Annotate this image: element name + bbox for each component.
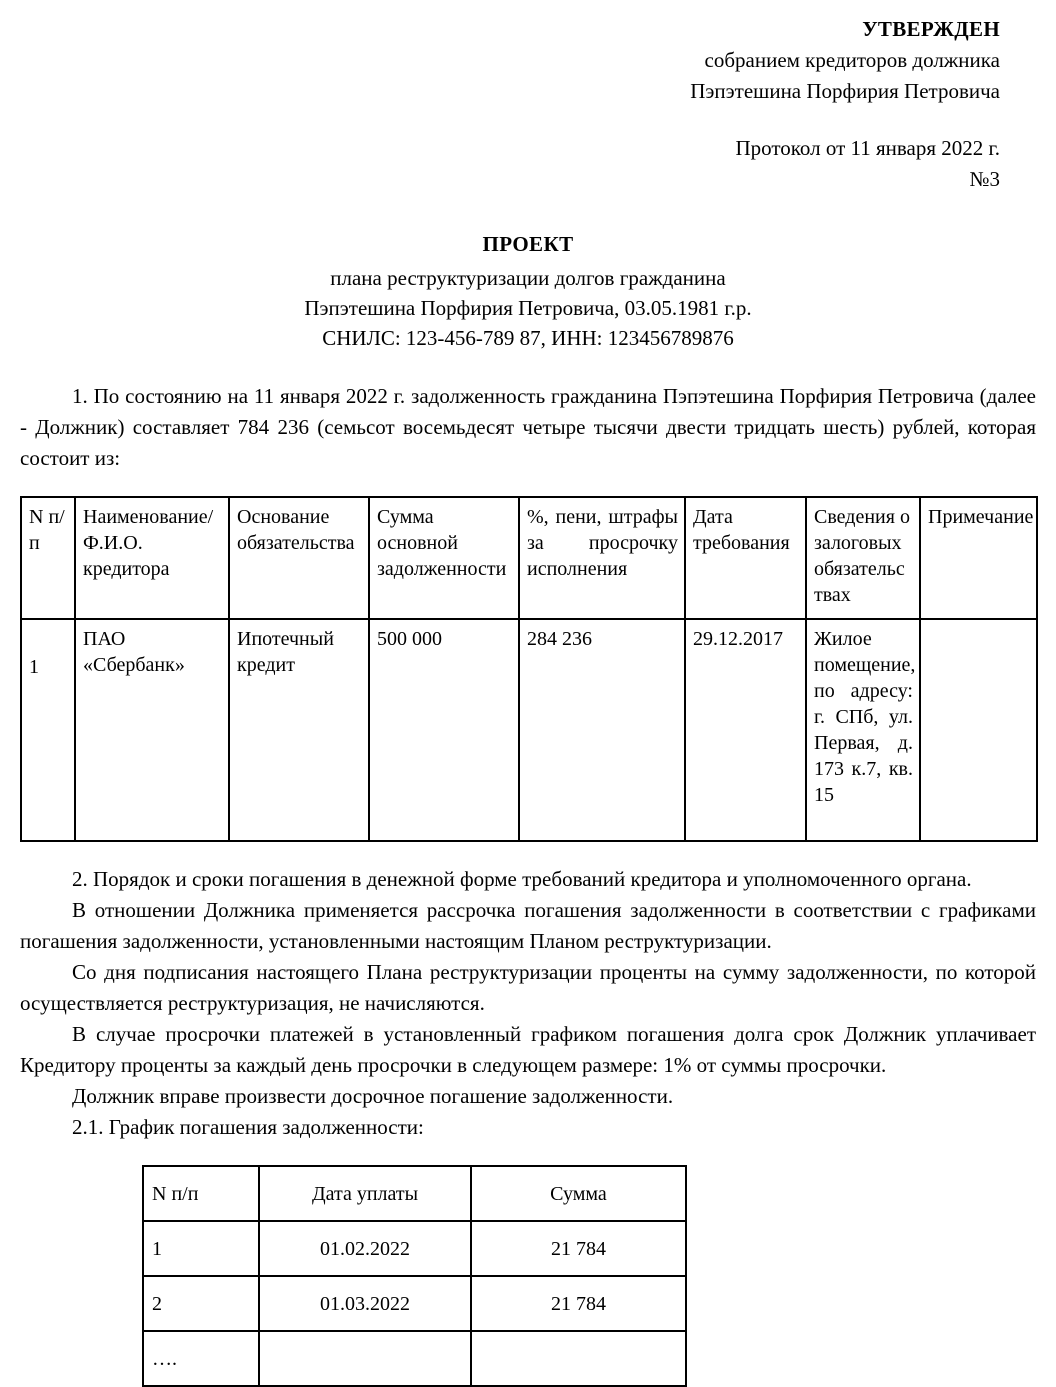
column-header-number: N п/п [21,497,75,619]
cell-obligation-basis: Ипотечный кредит [229,619,369,841]
schedule-cell-amount: 21 784 [471,1221,686,1276]
column-header-pledge: Сведения о залоговых обязательс твах [806,497,920,619]
column-header-basis: Основание обязательства [229,497,369,619]
approval-body-line: собранием кредиторов должника [704,48,1000,72]
page-title: ПРОЕКТ [482,232,574,256]
paragraph-6: Должник вправе произвести досрочное погашение задолженности. [72,1084,674,1108]
cell-penalties-amount: 284 236 [519,619,685,841]
schedule-column-header-number: N п/п [143,1166,259,1221]
protocol-number: №3 [969,167,1000,191]
paragraph-2: 2. Порядок и сроки погашения в денежной форме требований кредитора и уполномоченного органа. [72,867,972,891]
creditor-debt-table [20,496,1038,842]
spacer [20,842,1036,864]
schedule-cell-number: 2 [143,1276,259,1331]
paragraph-1: 1. По состоянию на 11 января 2022 г. задолженность гражданина Пэпэтешина Порфирия Петровича (далее - Должник) составляет 784 236 (семьсот восемьдесят четыре тысячи двести тридцать шесть) рублей, которая состоит из: [20,384,1036,470]
paragraph-5: В случае просрочки платежей в установленный графиком погашения долга срок Должник уплачивает Кредитору проценты за каждый день просрочки в следующем размере: 1% от суммы просрочки. [20,1022,1036,1077]
protocol-reference [20,133,1036,195]
table-row [143,1331,686,1386]
cell-row-number: 1 [21,619,75,841]
schedule-cell-number: 1 [143,1221,259,1276]
document-title-block [20,229,1036,353]
protocol-date: Протокол от 11 января 2022 г. [735,136,1000,160]
document-subtitle-1: плана реструктуризации долгов гражданина [330,266,726,290]
cell-note [920,619,1037,841]
section-2-text [20,842,1036,1143]
cell-creditor-name: ПАО «Сбербанк» [75,619,229,841]
schedule-cell-number: …. [143,1331,259,1386]
table-row [21,619,1037,841]
schedule-cell-amount: 21 784 [471,1276,686,1331]
column-header-penalties: %, пени, штрафы за просрочку исполнения [519,497,685,619]
cell-claim-date: 29.12.2017 [685,619,806,841]
cell-pledge-details: Жилое помещение, по адресу: г. СПб, ул. Первая, д. 173 к.7, кв. 15 [806,619,920,841]
paragraph-3: В отношении Должника применяется рассрочка погашения задолженности в соответствии с графиками погашения задолженности, установленными настоящим Планом реструктуризации. [20,898,1036,953]
approval-debtor-name: Пэпэтешина Порфирия Петровича [690,79,1000,103]
column-header-claim-date: Дата требования [685,497,806,619]
document-subtitle-2: Пэпэтешина Порфирия Петровича, 03.05.1981 г.р. [304,296,752,320]
section-1-text [20,381,1036,474]
table-row [143,1276,686,1331]
schedule-cell-date: 01.03.2022 [259,1276,471,1331]
cell-principal-amount: 500 000 [369,619,519,841]
approval-header [20,0,1036,107]
payment-schedule-wrapper [20,1165,1036,1387]
document-identifiers: СНИЛС: 123-456-789 87, ИНН: 123456789876 [322,326,734,350]
column-header-note: Примечание [920,497,1037,619]
schedule-cell-date [259,1331,471,1386]
paragraph-7-schedule-label: 2.1. График погашения задолженности: [72,1115,424,1139]
table-row [143,1221,686,1276]
schedule-column-header-amount: Сумма [471,1166,686,1221]
paragraph-4: Со дня подписания настоящего Плана реструктуризации проценты на сумму задолженности, по которой осуществляется реструктуризация, не начисляются. [20,960,1036,1015]
table-header-row [21,497,1037,619]
column-header-principal: Сумма основной задолженности [369,497,519,619]
schedule-header-row [143,1166,686,1221]
payment-schedule-table [142,1165,687,1387]
schedule-column-header-date: Дата уплаты [259,1166,471,1221]
schedule-cell-amount [471,1331,686,1386]
approval-title: УТВЕРЖДЕН [862,17,1000,41]
column-header-creditor: Наименование/ Ф.И.О. кредитора [75,497,229,619]
schedule-cell-date: 01.02.2022 [259,1221,471,1276]
